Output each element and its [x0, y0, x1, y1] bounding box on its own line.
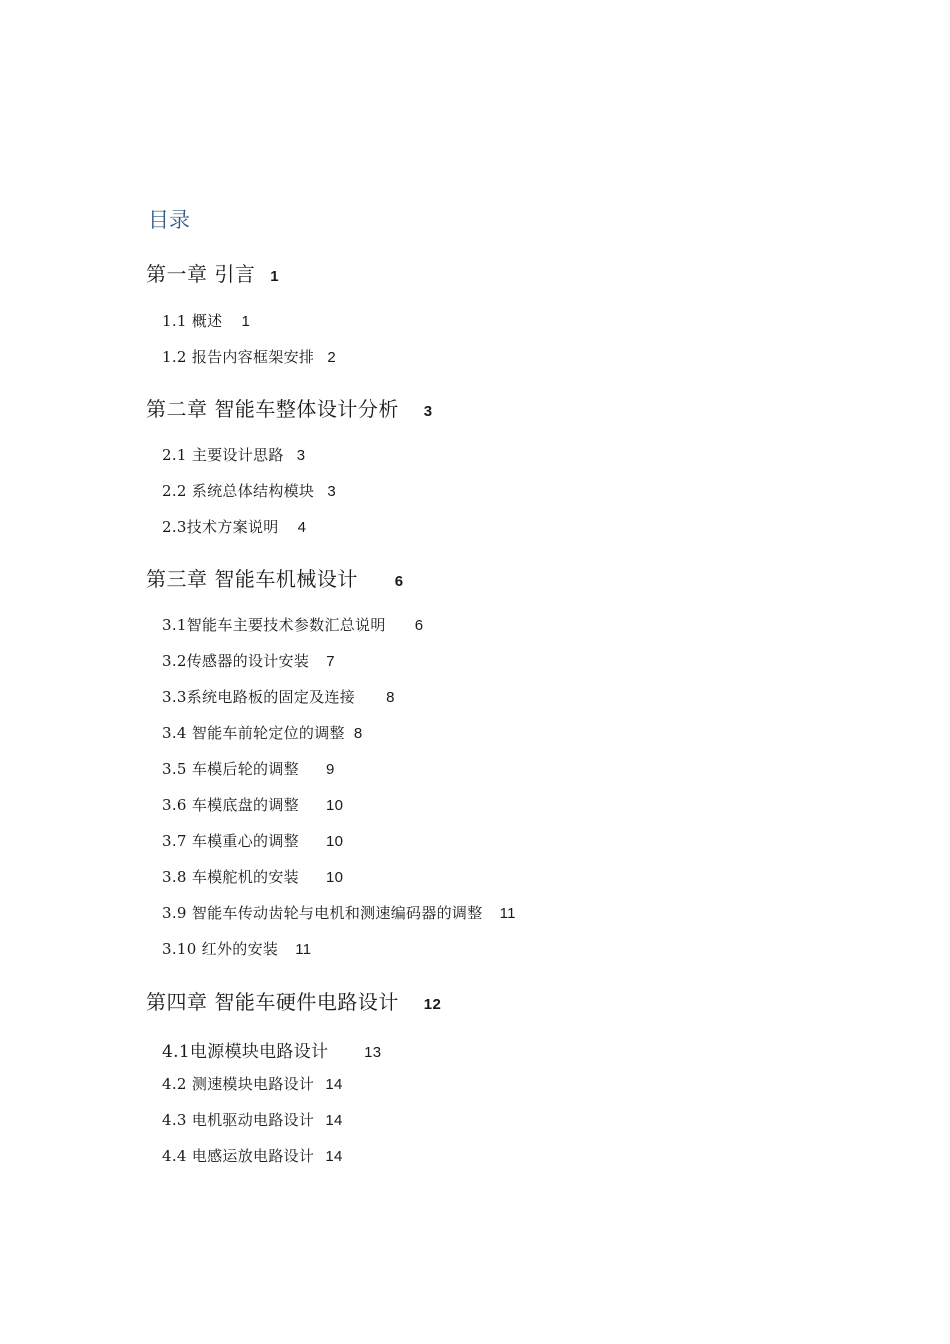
section-label: 4.4 电感运放电路设计 — [162, 1147, 315, 1165]
chapter-label: 第三章 智能车机械设计 — [146, 567, 358, 591]
section-label: 1.2 报告内容框架安排 — [162, 348, 315, 366]
toc-section-3-8[interactable] — [162, 866, 343, 887]
section-label: 3.1智能车主要技术参数汇总说明 — [162, 616, 386, 634]
chapter-label: 第二章 智能车整体设计分析 — [146, 397, 399, 421]
section-page: 2 — [327, 349, 336, 366]
section-page: 14 — [325, 1076, 343, 1093]
section-label: 4.2 测速模块电路设计 — [162, 1075, 315, 1093]
section-page: 7 — [326, 653, 335, 670]
section-label: 2.3技术方案说明 — [162, 518, 279, 536]
toc-title: 目录 — [148, 208, 190, 232]
toc-section-3-9[interactable] — [162, 902, 516, 923]
chapter-page: 6 — [394, 573, 404, 590]
section-label: 3.8 车模舵机的安装 — [162, 868, 299, 886]
toc-section-4-1[interactable] — [162, 1037, 381, 1062]
section-page: 6 — [414, 617, 424, 634]
section-page: 11 — [295, 941, 312, 958]
section-label: 3.9 智能车传动齿轮与电机和测速编码器的调整 — [162, 904, 483, 922]
toc-section-1-1[interactable] — [162, 310, 250, 331]
section-page: 14 — [325, 1148, 343, 1165]
section-label: 3.4 智能车前轮定位的调整 — [162, 724, 345, 742]
chapter-label: 第一章 引言 — [146, 262, 256, 286]
toc-section-3-1[interactable] — [162, 614, 423, 635]
section-page: 1 — [241, 313, 251, 330]
section-page: 3 — [327, 483, 336, 500]
toc-section-4-4[interactable] — [162, 1145, 343, 1166]
chapter-page: 12 — [423, 996, 442, 1013]
toc-section-3-4[interactable] — [162, 722, 363, 743]
section-page: 8 — [353, 725, 363, 742]
section-page: 8 — [386, 689, 395, 706]
toc-section-3-3[interactable] — [162, 686, 395, 707]
toc-section-3-7[interactable] — [162, 830, 343, 851]
section-label: 2.1 主要设计思路 — [162, 446, 284, 464]
toc-section-2-1[interactable] — [162, 444, 305, 465]
section-page: 9 — [326, 761, 335, 778]
section-label: 3.2传感器的设计安装 — [162, 652, 310, 670]
toc-chapter-4[interactable] — [146, 986, 441, 1015]
toc-chapter-1[interactable] — [146, 258, 279, 287]
section-page: 4 — [297, 519, 307, 536]
toc-chapter-2[interactable] — [146, 393, 433, 422]
section-label: 1.1 概述 — [162, 312, 223, 330]
section-page: 10 — [326, 833, 344, 850]
section-label: 2.2 系统总体结构模块 — [162, 482, 315, 500]
toc-section-4-3[interactable] — [162, 1109, 343, 1130]
chapter-label: 第四章 智能车硬件电路设计 — [146, 990, 399, 1014]
toc-section-2-3[interactable] — [162, 516, 306, 537]
section-label: 3.3系统电路板的固定及连接 — [162, 688, 356, 706]
toc-section-2-2[interactable] — [162, 480, 336, 501]
toc-section-3-10[interactable] — [162, 938, 311, 959]
section-page: 3 — [296, 447, 306, 464]
toc-section-4-2[interactable] — [162, 1073, 343, 1094]
toc-section-3-5[interactable] — [162, 758, 335, 779]
section-page: 13 — [364, 1044, 382, 1061]
toc-section-3-2[interactable] — [162, 650, 335, 671]
section-label: 4.3 电机驱动电路设计 — [162, 1111, 315, 1129]
section-label: 3.7 车模重心的调整 — [162, 832, 299, 850]
section-label: 3.6 车模底盘的调整 — [162, 796, 299, 814]
toc-section-3-6[interactable] — [162, 794, 343, 815]
section-label: 3.10 红外的安装 — [162, 940, 279, 958]
section-page: 11 — [499, 905, 516, 922]
section-label: 3.5 车模后轮的调整 — [162, 760, 299, 778]
toc-section-1-2[interactable] — [162, 346, 336, 367]
section-label: 4.1电源模块电路设计 — [162, 1042, 329, 1062]
toc-chapter-3[interactable] — [146, 563, 404, 592]
section-page: 14 — [325, 1112, 343, 1129]
section-page: 10 — [326, 869, 344, 886]
chapter-page: 1 — [270, 268, 280, 285]
section-page: 10 — [326, 797, 344, 814]
chapter-page: 3 — [423, 403, 433, 420]
